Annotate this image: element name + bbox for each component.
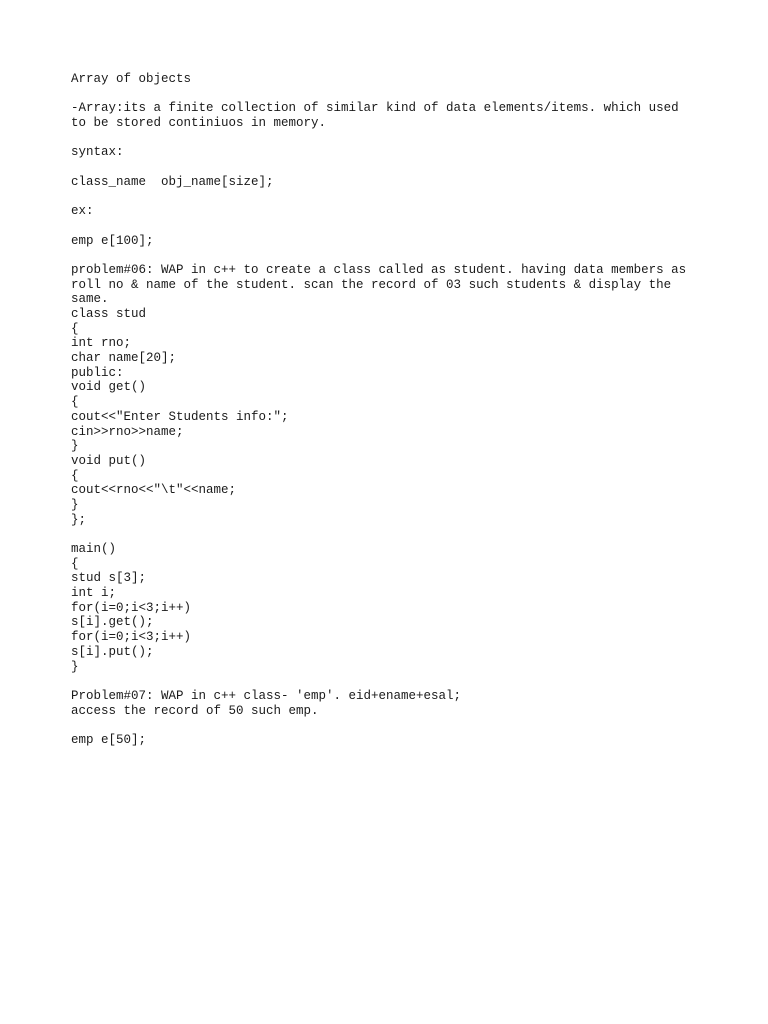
blank-line: [71, 190, 731, 205]
document-page: [71, 72, 731, 748]
text-line: cout<<rno<<"\t"<<name;: [71, 483, 237, 498]
text-line: -Array:its a finite collection of similar kind of data elements/items. which used: [71, 101, 679, 116]
text-line: {: [71, 468, 79, 483]
text-line: stud s[3];: [71, 571, 147, 586]
text-line: s[i].put();: [71, 644, 154, 659]
text-line: Array of objects: [71, 72, 192, 86]
text-line: to be stored continiuos in memory.: [71, 116, 327, 131]
text-line: int i;: [71, 586, 117, 601]
text-line: problem#06: WAP in c++ to create a class called as student. having data members as: [71, 262, 687, 277]
text-line: class stud: [71, 307, 147, 321]
text-line: class_name obj_name[size];: [71, 174, 274, 189]
text-line: cout<<"Enter Students info:";: [71, 409, 289, 424]
text-line: access the record of 50 such emp.: [71, 703, 319, 718]
text-line: ex:: [71, 204, 94, 219]
blank-line: [71, 527, 731, 542]
text-line: }: [71, 439, 79, 454]
blank-line: [71, 160, 731, 175]
text-line: public:: [71, 365, 124, 380]
text-line: syntax:: [71, 145, 124, 160]
blank-line: [71, 674, 731, 689]
text-line: char name[20];: [71, 351, 177, 366]
text-line: void get(): [71, 380, 147, 395]
text-line: cin>>rno>>name;: [71, 424, 184, 439]
text-line: for(i=0;i<3;i++): [71, 600, 192, 615]
text-line: {: [71, 395, 79, 410]
text-line: main(): [71, 542, 117, 556]
text-line: }: [71, 659, 79, 674]
text-line: }: [71, 497, 79, 512]
text-line: same.: [71, 292, 109, 307]
text-line: emp e[100];: [71, 233, 154, 248]
text-line: roll no & name of the student. scan the record of 03 such students & display the: [71, 277, 672, 292]
blank-line: [71, 248, 731, 263]
text-line: {: [71, 556, 79, 571]
text-line: void put(): [71, 453, 147, 468]
blank-line: [71, 87, 731, 102]
blank-line: [71, 219, 731, 234]
text-line: };: [71, 512, 87, 527]
text-line: int rno;: [71, 336, 132, 351]
text-line: for(i=0;i<3;i++): [71, 630, 192, 645]
blank-line: [71, 131, 731, 146]
text-line: emp e[50];: [71, 732, 147, 747]
text-line: Problem#07: WAP in c++ class- 'emp'. eid+ename+esal;: [71, 688, 462, 703]
blank-line: [71, 718, 731, 733]
text-line: s[i].get();: [71, 615, 154, 630]
text-line: {: [71, 321, 79, 336]
